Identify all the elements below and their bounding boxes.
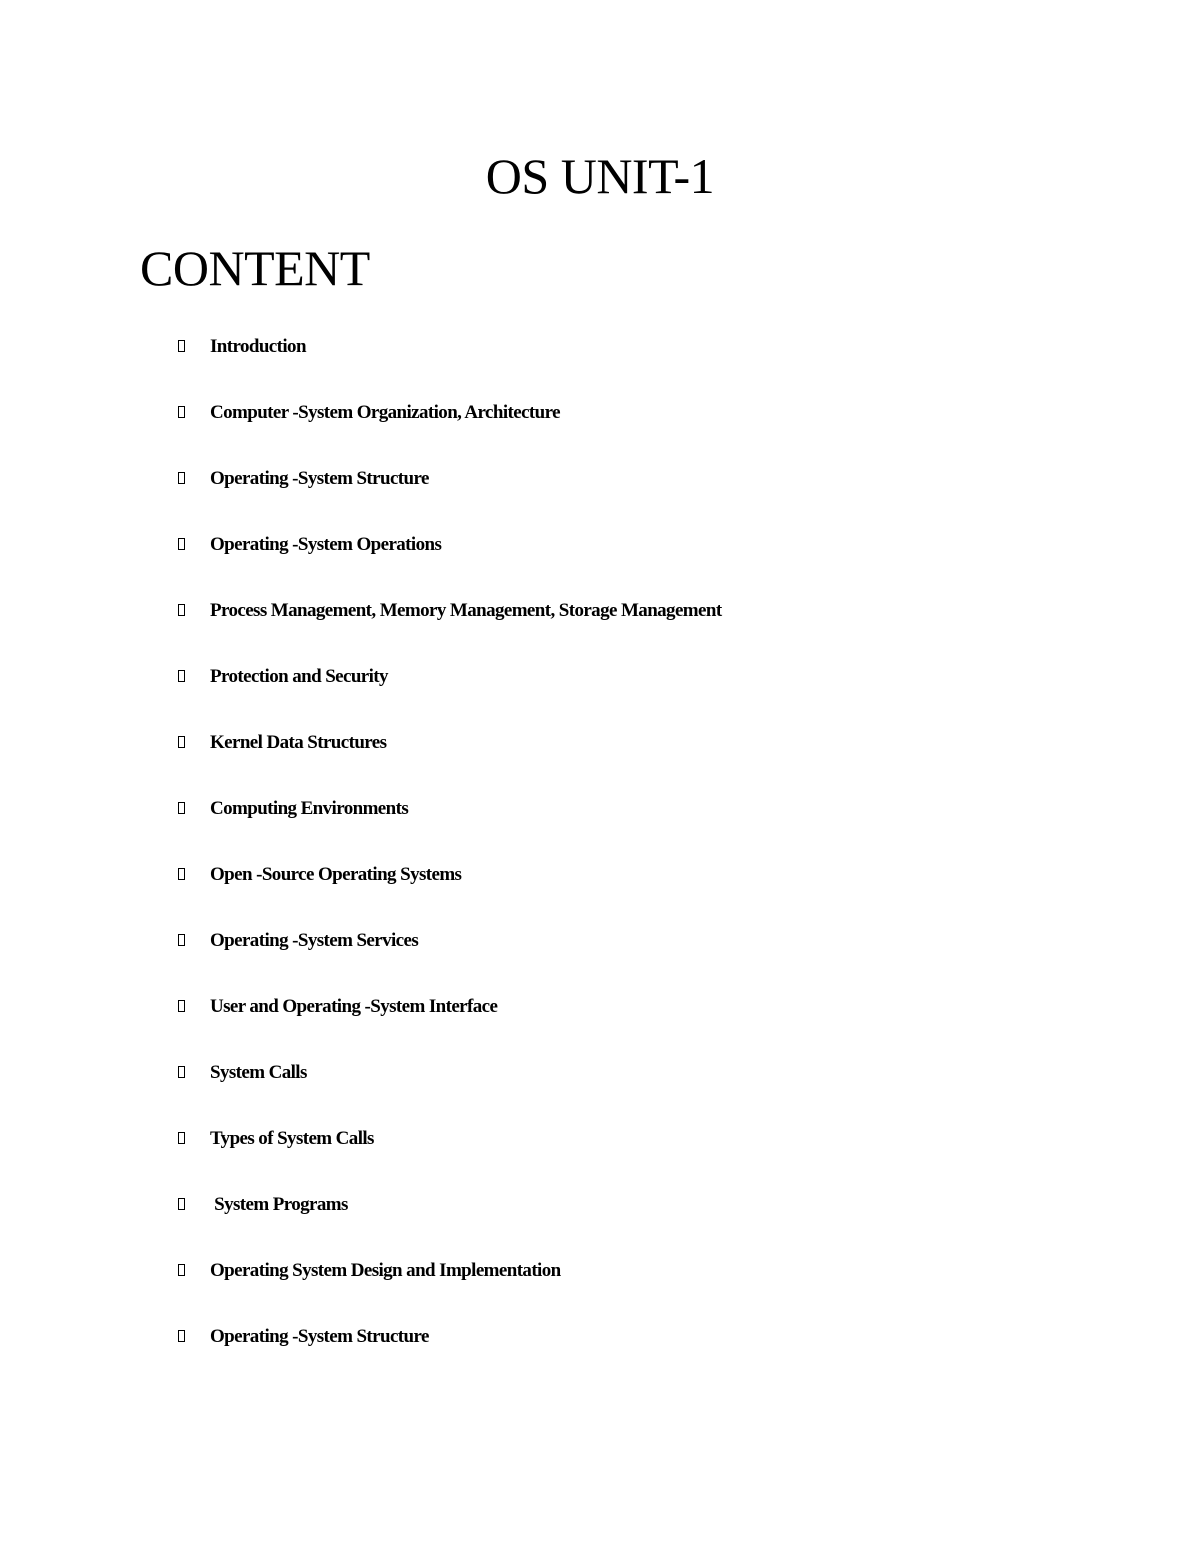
list-item [176, 465, 722, 531]
list-item-label: Open -Source Operating Systems [210, 864, 462, 885]
missing-glyph-box-icon [178, 406, 185, 418]
list-item-label: System Programs [210, 1194, 348, 1215]
list-item-label: System Calls [210, 1062, 307, 1083]
list-item [176, 1125, 722, 1191]
missing-glyph-box-icon [178, 1000, 185, 1012]
list-item-label: Operating -System Structure [210, 1326, 429, 1347]
list-item [176, 597, 722, 663]
missing-glyph-box-icon [178, 868, 185, 880]
missing-glyph-box-icon [178, 1330, 185, 1342]
list-item [176, 531, 722, 597]
missing-glyph-box-icon [178, 1198, 185, 1210]
list-item [176, 1059, 722, 1125]
missing-glyph-box-icon [178, 340, 185, 352]
list-item-label: Types of System Calls [210, 1128, 374, 1149]
list-item [176, 663, 722, 729]
list-item-label: Operating -System Services [210, 930, 419, 951]
list-item-label: Kernel Data Structures [210, 732, 387, 753]
missing-glyph-box-icon [178, 538, 185, 550]
missing-glyph-box-icon [178, 736, 185, 748]
list-item-label: Process Management, Memory Management, Storage Management [210, 600, 722, 621]
list-item [176, 1323, 722, 1389]
list-item [176, 795, 722, 861]
list-item-label: Operating -System Structure [210, 468, 429, 489]
list-item-label: Computing Environments [210, 798, 409, 819]
list-item [176, 861, 722, 927]
missing-glyph-box-icon [178, 670, 185, 682]
missing-glyph-box-icon [178, 1264, 185, 1276]
list-item-label: Computer -System Organization, Architecture [210, 402, 560, 423]
missing-glyph-box-icon [178, 934, 185, 946]
document-title: OS UNIT-1 [485, 148, 715, 204]
list-item-label: User and Operating -System Interface [210, 996, 498, 1017]
list-item [176, 927, 722, 993]
list-item [176, 729, 722, 795]
missing-glyph-box-icon [178, 802, 185, 814]
list-item [176, 993, 722, 1059]
missing-glyph-box-icon [178, 472, 185, 484]
list-item [176, 333, 722, 399]
missing-glyph-box-icon [178, 1132, 185, 1144]
list-item-label: Operating -System Operations [210, 534, 442, 555]
contents-list [176, 333, 722, 1389]
list-item-label: Operating System Design and Implementation [210, 1260, 561, 1281]
list-item-label: Introduction [210, 336, 306, 357]
missing-glyph-box-icon [178, 1066, 185, 1078]
list-item [176, 1257, 722, 1323]
missing-glyph-box-icon [178, 604, 185, 616]
content-heading: CONTENT [140, 240, 370, 296]
list-item [176, 1191, 722, 1257]
list-item-label: Protection and Security [210, 666, 388, 687]
list-item [176, 399, 722, 465]
